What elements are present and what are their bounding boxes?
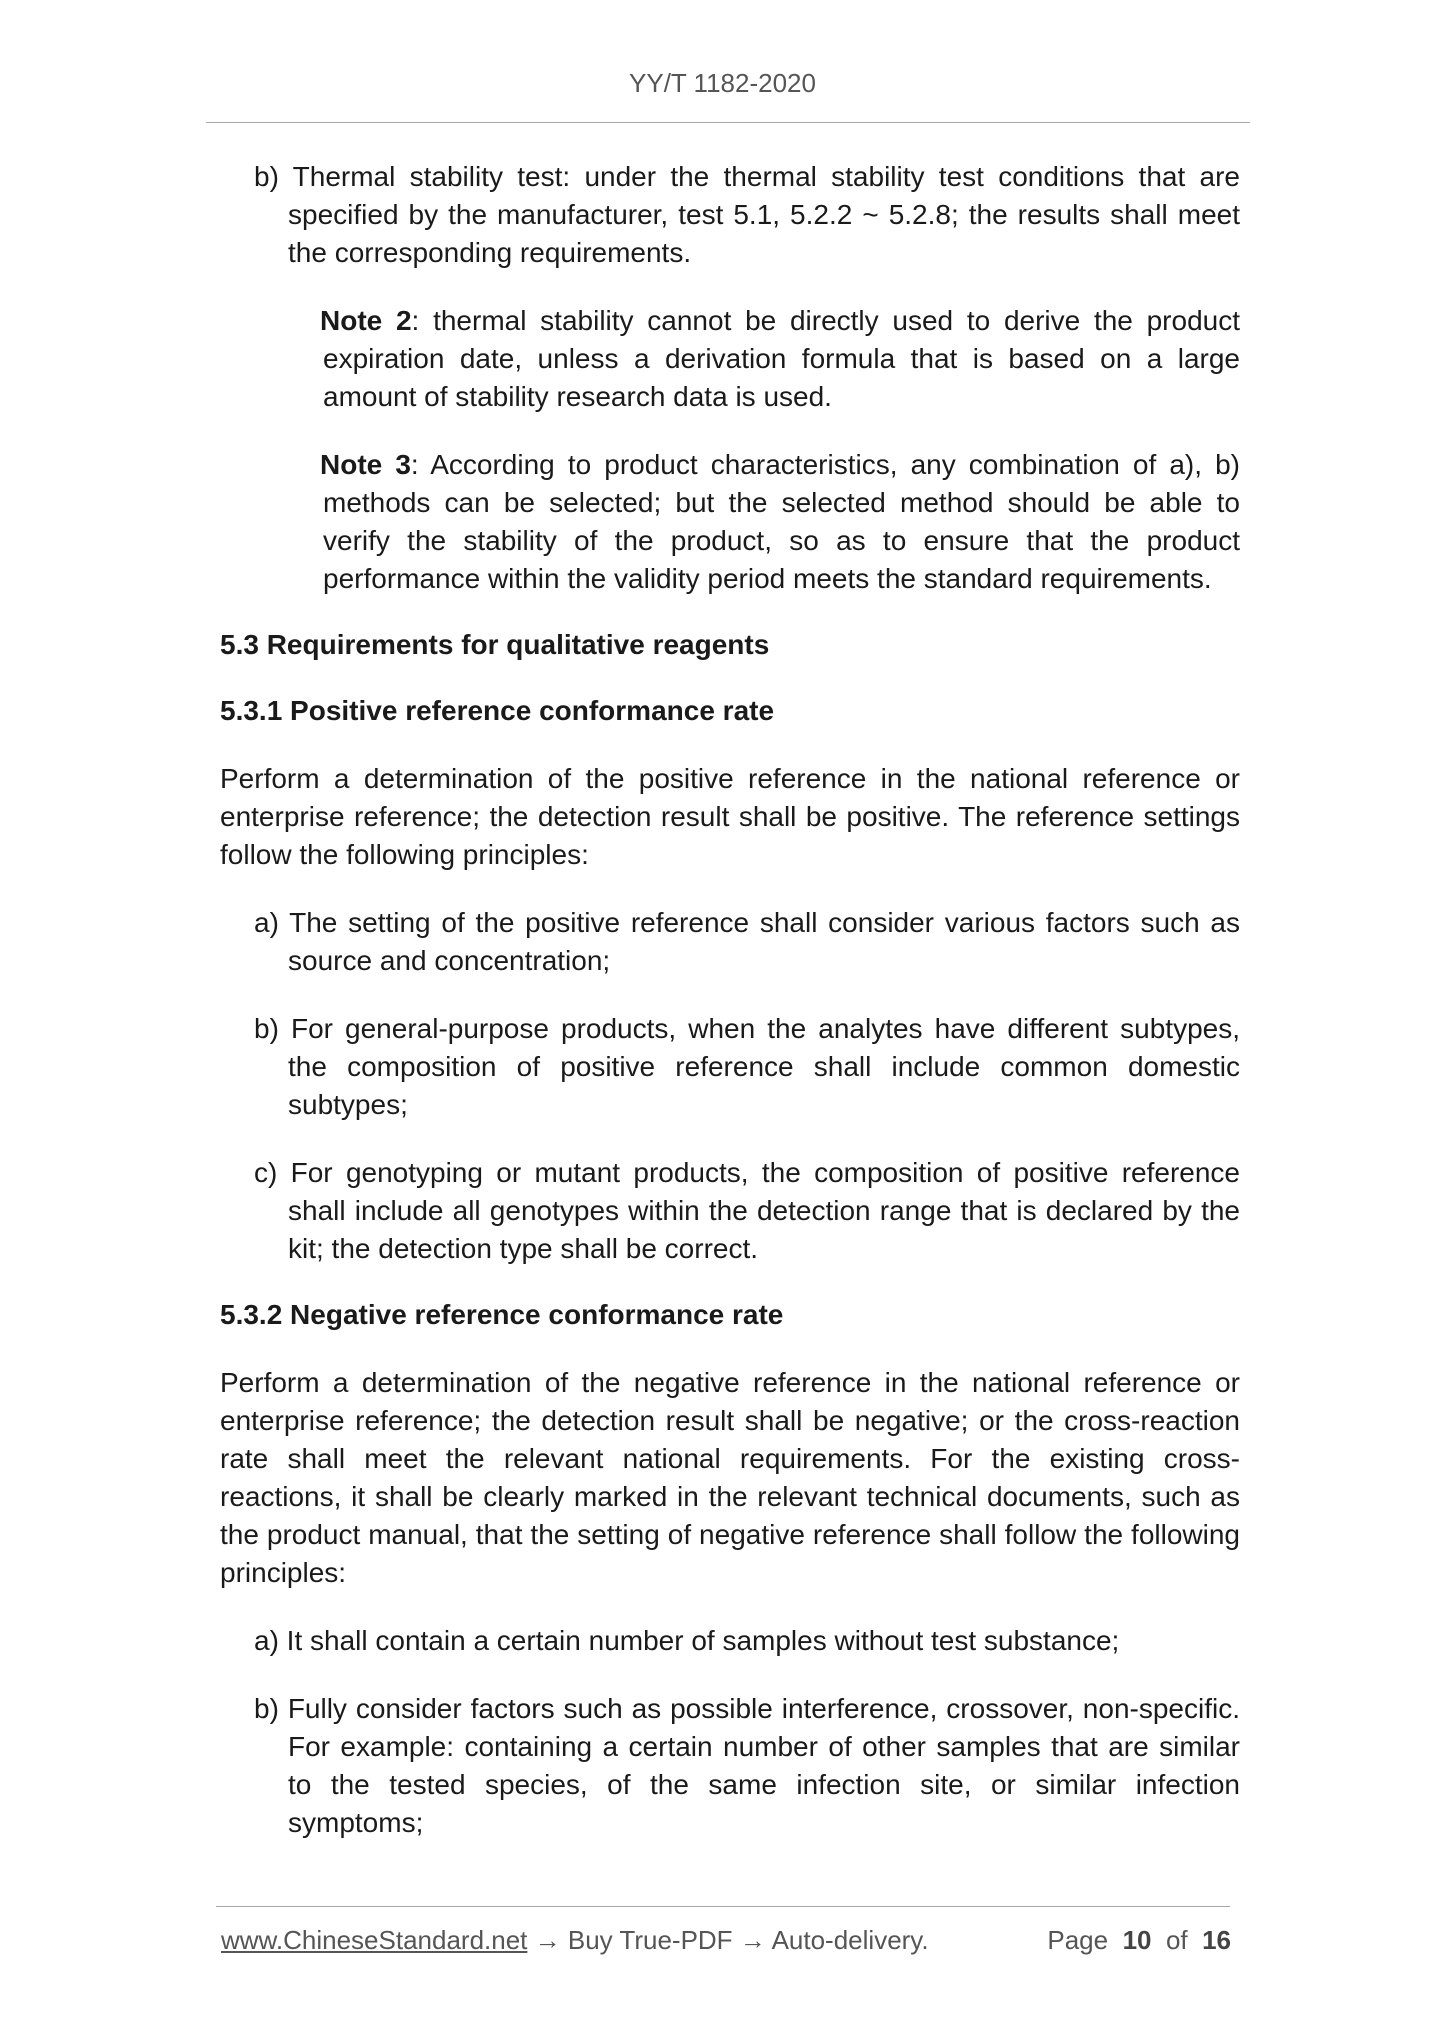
note-2-text: : thermal stability cannot be directly used to derive the product expiration date, unless a derivation formula that is based on a large amount of stability research data is used. <box>323 305 1241 412</box>
footer-divider <box>216 1906 1230 1907</box>
section-heading-5-3-1: 5.3.1 Positive reference conformance rate <box>220 695 775 726</box>
list-item: a) It shall contain a certain number of samples without test substance; <box>254 1625 1120 1656</box>
paragraph-5-3-1: Perform a determination of the positive reference in the national reference or enterprise reference; the detection result shall be positive. The reference settings follow the following principles: <box>220 763 1240 870</box>
current-page-number: 10 <box>1122 1925 1152 1955</box>
header-divider <box>206 122 1250 123</box>
paragraph-5-3-2: Perform a determination of the negative reference in the national reference or enterprise reference; the detection result shall be negative; or the cross-reaction rate shall meet the relevant national requirements. For the existing cross-reactions, it shall be clearly marked in the relevant technical documents, such as the product manual, that the setting of negative reference shall follow the following principles: <box>220 1367 1240 1588</box>
section-heading-5-3-2: 5.3.2 Negative reference conformance rate <box>220 1299 784 1330</box>
note-2-label: Note 2 <box>320 305 412 336</box>
note-3-label: Note 3 <box>320 449 411 480</box>
of-label: of <box>1165 1925 1188 1955</box>
list-item: c) For genotyping or mutant products, the composition of positive reference shall include all genotypes within the detection range that is declared by the kit; the detection type shall be correct. <box>254 1157 1240 1264</box>
section-heading-5-3: 5.3 Requirements for qualitative reagents <box>220 629 770 660</box>
note-2 <box>220 302 1240 416</box>
page-label: Page <box>1047 1925 1109 1955</box>
document-code: YY/T 1182-2020 <box>629 68 816 98</box>
list-item: b) Fully consider factors such as possible interference, crossover, non-specific. For example: containing a certain number of other samples that are similar to the tested species, of the same infection site, or similar infection symptoms; <box>254 1693 1240 1838</box>
page-indicator <box>1047 1922 1231 1958</box>
website-link[interactable]: www.ChineseStandard.net <box>221 1925 528 1955</box>
note-3 <box>220 446 1240 598</box>
total-page-count: 16 <box>1202 1925 1231 1955</box>
footer-promo <box>221 1922 929 1958</box>
list-item: b) For general-purpose products, when the analytes have different subtypes, the composition of positive reference shall include common domestic subtypes; <box>254 1013 1240 1120</box>
note-3-text: : According to product characteristics, any combination of a), b) methods can be selected; but the selected method should be able to verify the stability of the product, so as to ensure that the product performance within the validity period meets the standard requirements. <box>323 449 1240 594</box>
list-item: a) The setting of the positive reference shall consider various factors such as source and concentration; <box>254 907 1240 976</box>
document-body <box>220 158 1240 1842</box>
list-item-thermal-stability: b) Thermal stability test: under the thermal stability test conditions that are specified by the manufacturer, test 5.1, 5.2.2 ~ 5.2.8; the results shall meet the corresponding requirements. <box>254 161 1240 268</box>
footer-tail-text: → Buy True-PDF → Auto-delivery. <box>527 1925 929 1955</box>
